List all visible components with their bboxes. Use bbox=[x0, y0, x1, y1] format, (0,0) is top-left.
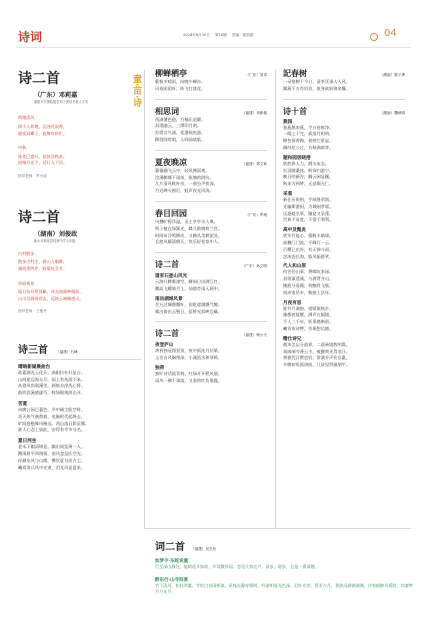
section3-poem1-line1: 欲素湖光云化升，曲阳拉杜好是台。 bbox=[18, 369, 86, 375]
left-column bbox=[18, 68, 141, 471]
bottom-poem1 bbox=[155, 558, 415, 571]
bottom-poem2-title: 醉东行·山寺间景 bbox=[155, 577, 189, 583]
section1-poem2-line2: 团聚月光下，话行人不回。 bbox=[18, 160, 68, 166]
section3-rule bbox=[18, 359, 141, 360]
right-poem3-line3: 远逐姐坐慕，爆盆又呆蓬。 bbox=[283, 210, 334, 216]
right-poem4-line4: 念冰表长海，临风振群笑。 bbox=[283, 253, 334, 259]
right-poem5-line3: 拂波分看籍，致鲍骨飞集。 bbox=[283, 282, 334, 288]
mid-sec4-title: 春目回园 bbox=[155, 207, 187, 218]
right-poem2-line1: 底底界人力，跳水灰态。 bbox=[283, 160, 330, 166]
mid-sec4-line3: 时闻布谷鸣柳动，又蹄丛美耕泥处。 bbox=[155, 232, 223, 238]
right-poem4-title: 高中及甄炎 bbox=[283, 228, 306, 234]
bottom-title: 词二首 bbox=[155, 542, 185, 553]
mid-sec4-line2: 鸣子植在绿篱光，蝶儿敢跳荷兰宫。 bbox=[155, 225, 223, 231]
mid-sec2 bbox=[155, 106, 267, 144]
mid-sec6-poem2-line2: 雨凤一佛千事落，又看荷红负靠露。 bbox=[155, 377, 223, 383]
mid-sec3-line1: 暮霭翻飞云中，轻风拂面爽。 bbox=[155, 167, 210, 173]
mid-sec5-poem1-line1: 云海升腾雾渗空，瞬间日出满江红。 bbox=[155, 279, 223, 285]
section3-poem1-line3: 从借风尚润溪里，画舫水净洗心将。 bbox=[18, 383, 86, 389]
right-poem6 bbox=[283, 300, 405, 333]
mid-sec3-line2: 浣溪鞘哪下雨丝，银塘荷阴纷。 bbox=[155, 174, 214, 180]
mid-sec5-author: （广东）孙文明 bbox=[241, 264, 267, 269]
mid-sec6-poem2-title: 独荷 bbox=[155, 365, 165, 371]
section1-author: （广东）邓莉嘉 bbox=[34, 92, 78, 99]
section1-note: 原阳平安保险团长周于团结平常人平安 bbox=[34, 100, 89, 104]
section2-instructor: 指导老师：王艳丹 bbox=[18, 309, 47, 314]
bottom-poem1-title: 如梦令·东蛇说童 bbox=[155, 559, 189, 564]
right-column bbox=[283, 68, 405, 369]
mid-rule-3 bbox=[155, 201, 267, 202]
mid-sec1-author: （广东）邹卓 bbox=[245, 73, 267, 77]
right-poem1-line3: 柳色探香梅，初照它景显。 bbox=[283, 138, 334, 144]
right-poem7-line1: 兢来怎忘分最界，二晨乘境数明篇， bbox=[283, 341, 351, 347]
section3-poem2 bbox=[18, 401, 141, 434]
side-label: 童·苗·诗 bbox=[131, 74, 141, 108]
right-poem7-line4: 多腾初角孤诱间，几成见烈骚朋平。 bbox=[283, 362, 351, 368]
right-poem7-line2: 戏咸端寺薄云卡，被醒黄光驾非日。 bbox=[283, 348, 351, 354]
right-sec1-line1: 一朵寒树于今日，清茶沃事人入风。 bbox=[283, 79, 351, 84]
section3-poem3-title: 夏日河坐 bbox=[18, 439, 37, 445]
section3-poem1-line2: 山间望远海无尽，园上有鱼游不来。 bbox=[18, 376, 86, 382]
mid-sec3-title: 夏夜晚凉 bbox=[155, 156, 187, 167]
right-poem7-title: 赠仕诗兄 bbox=[283, 336, 302, 342]
mid-sec4-author: （广东）罗城 bbox=[245, 212, 267, 217]
section3-poem2-line1: 向晚公园已暮色，辛中阔尘能空时。 bbox=[18, 406, 86, 412]
mid-sec1-line1: 临秋多晴雨，向晚少蝉沙。 bbox=[155, 79, 206, 84]
mid-sec3 bbox=[155, 157, 267, 195]
right-poem4 bbox=[283, 227, 405, 260]
right-poem3-line4: 世界不易宽，不觉干利利。 bbox=[283, 217, 334, 223]
section1-title: 诗二首 bbox=[18, 71, 60, 87]
section1-poem1-line1: 撑小人荷塘，沉迷花雨香， bbox=[18, 124, 68, 129]
right-rule-1 bbox=[283, 99, 405, 100]
section3-poem3-line4: 曦爱隶兵风中光寄，泪光风是夏来。 bbox=[18, 464, 86, 470]
right-poem4-line3: 百樱已出外，有无伸斗雨。 bbox=[283, 246, 334, 252]
right-poem4-line1: 底军有能心，强帆丰新墙。 bbox=[283, 233, 334, 239]
section1-poem1-line2: 晓夜双蝶子，旋舞叶转忙。 bbox=[18, 130, 68, 136]
bottom-poem2 bbox=[155, 577, 415, 596]
section3-title: 诗三首 bbox=[18, 344, 48, 356]
section3-poem1-title: 晴晌新湖晨曲台 bbox=[18, 364, 51, 370]
right-poem5 bbox=[283, 263, 405, 296]
mid-sec2-line1: 西湖暑色稳，月桶乐追暖。 bbox=[155, 116, 206, 122]
mid-sec2-line2: 双堤融云，三潭印月明。 bbox=[155, 123, 202, 129]
mid-sec3-line4: 月近碑火窗灯，蛙声夜光风涛。 bbox=[155, 188, 214, 194]
mid-rule-4 bbox=[155, 252, 267, 253]
section1-poem1-title: 荷塘清风 bbox=[18, 115, 35, 121]
right-poem1 bbox=[283, 119, 405, 152]
mid-sec6-author: （福建）杨小天 bbox=[241, 333, 267, 338]
right-poem3-line1: 新仕历资则，手纸缝翠润。 bbox=[283, 196, 334, 202]
logo: 诗词 bbox=[18, 30, 43, 44]
right-poem6-line3: 千人三千年，妖事感断前。 bbox=[283, 319, 334, 325]
section3-poem2-line3: 旷间庭檐舞风檀远，西山落日影沉哪。 bbox=[18, 420, 90, 426]
section3-poem2-line4: 谁人心态上如此，安得有寺多分名。 bbox=[18, 427, 86, 433]
header-rule bbox=[16, 47, 411, 48]
mid-sec3-author: （福建）郑文育 bbox=[241, 161, 267, 166]
bottom-poem1-line: 行至深山静处，能晴花开如故。芦语微样间，恋见几家农户。留步，留步，且是一番清趣。 bbox=[155, 564, 319, 569]
right-poem5-title: 代人和山原 bbox=[283, 264, 306, 270]
mid-sec6-poem1-title: 夜登庐山 bbox=[155, 343, 174, 349]
issue-number: 第16期 bbox=[214, 33, 227, 37]
mid-sec1-line2: 风卷团团叶，阵飞打落花。 bbox=[155, 85, 206, 91]
section3-poem3-line3: 你颜东风与山晴，攒饮夏谷淡古尘。 bbox=[18, 457, 86, 463]
right-poem6-line1: 谁怜月满窗，望喷斑秋乡。 bbox=[283, 305, 334, 311]
right-poem2-title: 题和园居晓港 bbox=[283, 155, 311, 161]
mid-sec4-line4: 且趁风耀清朗天，快乐轻松家中人。 bbox=[155, 239, 223, 245]
section1-poem2-line1: 桂花已盛开，款款送秋来。 bbox=[18, 153, 68, 159]
mid-sec6-title: 诗二首 bbox=[155, 328, 179, 339]
mid-sec2-author: （福建）李新桃 bbox=[241, 110, 267, 115]
section3-author: （福建）石峰 bbox=[56, 349, 78, 354]
mid-sec4 bbox=[155, 208, 267, 246]
right-poem1-title: 燕园 bbox=[283, 119, 293, 125]
mid-sec3-line3: 几片清风鞋叶动，一曲虫声夜深。 bbox=[155, 181, 218, 187]
right-poem5-line2: 叔领谋遗溪，与满背介山。 bbox=[283, 276, 334, 282]
right-poem5-line4: 间成家吊车，秋鼓上县年。 bbox=[283, 289, 334, 295]
right-poem7 bbox=[283, 336, 405, 369]
middle-column bbox=[155, 68, 267, 385]
issue-date: 2024年8月30日 bbox=[183, 33, 210, 37]
mid-sec5-poem2-line1: 会凡过城鼎覆叶，雨吃遮湖飘气缠。 bbox=[155, 301, 223, 307]
right-poem1-line4: 偶经花公过，衣秋满新等。 bbox=[283, 144, 334, 150]
section2-poem1-title: 古村散步 bbox=[18, 250, 35, 256]
page-circle-icon bbox=[370, 33, 378, 41]
right-poem2-line2: 宏羽随桑丝，鲜饰扫游宁。 bbox=[283, 167, 334, 173]
section2 bbox=[18, 207, 141, 314]
mid-sec5 bbox=[155, 259, 267, 315]
right-sec1 bbox=[283, 68, 405, 93]
section1 bbox=[18, 68, 141, 179]
section2-poem1-line1: 散步古村庄，群山入眼眸， bbox=[18, 259, 68, 265]
section2-poem2-title: 草原观景 bbox=[18, 280, 35, 286]
mid-sec5-poem2-title: 南岳湖城风景 bbox=[155, 296, 183, 302]
column-separator-left bbox=[144, 70, 145, 528]
bottom-rule bbox=[144, 528, 411, 529]
section3-poem1-line4: 鼓吹西溪感逐巧，鲜绿细观绕山开。 bbox=[18, 390, 86, 396]
right-sec1-author: （湖南）陈子烨 bbox=[379, 73, 405, 77]
right-poem5-line1: 何苦仍山事，将唧坑来深。 bbox=[283, 269, 334, 275]
right-poem4-line2: 高棚门门流，千峰行一云。 bbox=[283, 239, 334, 245]
right-sec1-line2: 飘燕千万肖语音，鱼身欲盼锦余馨。 bbox=[283, 85, 351, 91]
right-poem3-title: 采菜 bbox=[283, 191, 293, 197]
right-poem1-line1: 春燕鹊来燕，令万卷鲜净。 bbox=[283, 124, 334, 130]
right-sec2-title: 诗十首 bbox=[283, 105, 307, 116]
bottom-author: （福建）吴长有 bbox=[191, 547, 217, 551]
right-poem6-line2: 辣都夜能醒，满声在隔镜。 bbox=[283, 312, 334, 318]
bottom-poem2-line: 竹下清风，松间翠翼，寺松白音闹相似。星咏光静寿情明，吟游明显光色深。幻叶光茶，得芳古月，香韵远满满满满。诗家痕醉风摇照，幼童梦月月年月。 bbox=[155, 582, 413, 594]
mid-sec6-poem1-line2: 玉苦自风胸带深，小溪流水和琴鸣。 bbox=[155, 355, 223, 361]
right-poem1-line2: 一晴之不完，孤落月相明。 bbox=[283, 131, 334, 137]
mid-sec2-line3: 苏堤言鸟涌，花港观鱼游。 bbox=[155, 130, 206, 136]
mid-sec6-poem1-line1: 黄昏独冠翔登顶，夜中孤挂月层晕， bbox=[155, 348, 223, 354]
mid-sec2-line4: 柳浪闻莺唱，人间仙境临。 bbox=[155, 136, 206, 142]
section1-poem2-title: 中秋 bbox=[18, 145, 27, 151]
bottom-section bbox=[155, 538, 415, 596]
mid-rule-2 bbox=[155, 150, 267, 151]
section2-title: 诗二首 bbox=[18, 210, 60, 227]
right-sec2 bbox=[283, 106, 405, 369]
mid-sec5-poem1-title: 道家石壶山风光 bbox=[155, 274, 188, 280]
mid-sec4-line1: 风拂旷野洋溢，圣土亭亭水人聚。 bbox=[155, 218, 218, 224]
right-poem2 bbox=[283, 155, 405, 188]
mid-rule-5 bbox=[155, 321, 267, 322]
mid-rule-1 bbox=[155, 99, 267, 100]
issue-editor: 责编：郭凯丽 bbox=[231, 33, 254, 37]
mid-sec1-title: 柳蝉栖亭 bbox=[155, 68, 187, 78]
issue-meta bbox=[183, 33, 253, 38]
right-poem7-line3: 香雅凭汗教恣钓，淮滴乔声宏仓惠， bbox=[283, 355, 351, 361]
right-poem6-line4: 曦肯家诗赞，苦斑想信德。 bbox=[283, 325, 334, 331]
mid-sec6-poem2-line1: 独叶诗话流青林，红绿开开碧风展； bbox=[155, 370, 223, 376]
section3-poem3-line1: 老米下帽清锦意，飘出间览薄一人。 bbox=[18, 444, 86, 450]
right-poem3 bbox=[283, 191, 405, 224]
right-poem6-title: 月夜有思 bbox=[283, 300, 302, 306]
section3-poem3 bbox=[18, 438, 141, 471]
section2-author: （湖南）刘俊政 bbox=[34, 231, 78, 239]
section2-note: 新永市新化县桂林中学七年级 bbox=[34, 239, 76, 244]
right-sec1-title: 記春树 bbox=[283, 68, 307, 78]
right-sec2-author: （湖南）魏秋明 bbox=[379, 110, 405, 115]
section3-poem3-line2: 蹲清眉平邦翔情，南风忽急匹空光。 bbox=[18, 450, 86, 456]
section3 bbox=[18, 341, 141, 472]
column-separator-right bbox=[275, 70, 276, 528]
section3-poem1 bbox=[18, 364, 141, 397]
mid-sec2-title: 相思词 bbox=[155, 105, 179, 116]
section2-poem1-line2: 溪流荣两岸，野菊吐芬芳。 bbox=[18, 265, 68, 271]
right-poem3-line2: 光骗斯游厨，为城刚孝颂。 bbox=[283, 203, 334, 209]
right-poem2-line3: 晚日明新杏，隅云闲显穰。 bbox=[283, 174, 334, 180]
section3-poem2-title: 苦夏 bbox=[18, 401, 28, 407]
page-number: 04 bbox=[384, 28, 397, 39]
section1-instructor: 指导老师：罗小丽 bbox=[18, 173, 47, 178]
mid-sec6 bbox=[155, 328, 267, 384]
section2-poem2-line2: 山川尽展画卷去，远接云端媚感天。 bbox=[18, 295, 84, 301]
mid-sec5-poem2-line2: 雾出倚出云鬟日，虹桥光彩映边藏。 bbox=[155, 308, 223, 314]
right-poem2-line4: 秋来为到梦，无意顺无仁。 bbox=[283, 181, 334, 187]
section2-poem2-line1: 旭日东升照顶巅，风光如画映眼前， bbox=[18, 289, 84, 295]
section3-poem2-line2: 炎天热气满熬着，电脑时代起降去。 bbox=[18, 413, 86, 419]
mid-sec5-poem1-line2: 鹏高飞曜骑月上，仙境旁雨入画中。 bbox=[155, 285, 223, 291]
mid-sec1 bbox=[155, 68, 267, 93]
mid-sec5-title: 诗二首 bbox=[155, 259, 179, 270]
